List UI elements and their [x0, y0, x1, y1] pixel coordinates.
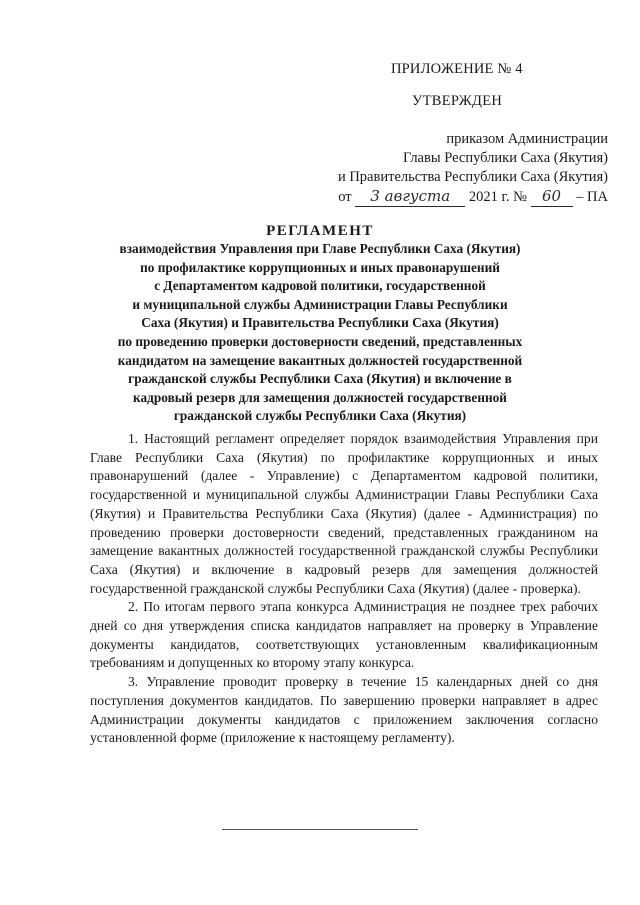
subtitle-line: взаимодействия Управления при Главе Республики Саха (Якутия): [119, 241, 521, 256]
paragraph-3: 3. Управление проводит проверку в течение 15 календарных дней со дня поступления документов кандидатов. По завершению проверки направляет в адрес Администрации документы кандидатов с приложением заключения согласно установленной форме (приложение к настоящему регламенту).: [90, 674, 598, 746]
document-subtitle: [92, 240, 548, 426]
order-from-label: от: [338, 189, 352, 205]
order-line-1: приказом Администрации: [446, 131, 608, 147]
handwritten-order-number: 60: [531, 187, 573, 207]
appendix-label: ПРИЛОЖЕНИЕ № 4: [391, 61, 523, 77]
order-line-2: Главы Республики Саха (Якутия): [403, 150, 608, 166]
end-divider-line: [222, 829, 418, 830]
approved-label: УТВЕРЖДЕН: [412, 93, 503, 109]
document-title: РЕГЛАМЕНТ: [266, 223, 374, 239]
subtitle-line: кадровый резерв для замещения должностей государственной: [133, 389, 507, 405]
approval-order-block: [288, 130, 608, 207]
subtitle-line: с Департаментом кадровой политики, государственной: [154, 278, 486, 294]
subtitle-line: гражданской службы Республики Саха (Якутия) и включение в: [128, 371, 512, 387]
order-suffix: – ПА: [576, 189, 608, 205]
paragraph-2: 2. По итогам первого этапа конкурса Администрация не позднее трех рабочих дней со дня утверждения списка кандидатов направляет на проверку в Управление документы кандидатов, соответствующих установленным квалификационным требованиям и допущенных ко второму этапу конкурса.: [90, 599, 598, 671]
subtitle-line: Саха (Якутия) и Правительства Республики Саха (Якутия): [141, 315, 499, 331]
order-year-label: 2021 г. №: [468, 189, 527, 205]
paragraph-1: 1. Настоящий регламент определяет порядок взаимодействия Управления при Главе Республики Саха (Якутия) по профилактике коррупционных и иных правонарушений (далее - Управление) с Департаментом кадровой политики, государственной и муниципальной службы Администрации Главы Республики Саха (Якутия) и Правительства Республики Саха (Якутия) (далее - Администрация) по проведению проверки достоверности сведений, представленных гражданином на замещение вакантных должностей государственной гражданской службы Республики Саха (Якутия) и включение в кадровый резерв для замещения должностей государственной гражданской службы Республики Саха (Якутия) (далее - проверка).: [90, 431, 598, 596]
handwritten-order-date: 3 августа: [355, 187, 465, 207]
subtitle-line: по профилактике коррупционных и иных правонарушений: [140, 259, 500, 275]
document-body: [90, 430, 598, 748]
subtitle-line: и муниципальной службы Администрации Главы Республики: [132, 296, 508, 312]
order-line-3: и Правительства Республики Саха (Якутия): [337, 169, 608, 185]
subtitle-line: гражданской службы Республики Саха (Якутия): [173, 408, 467, 424]
subtitle-line: кандидатом на замещение вакантных должностей государственной: [117, 352, 523, 368]
order-date-line: [288, 187, 608, 207]
subtitle-line: по проведению проверки достоверности сведений, представленных: [117, 333, 523, 349]
